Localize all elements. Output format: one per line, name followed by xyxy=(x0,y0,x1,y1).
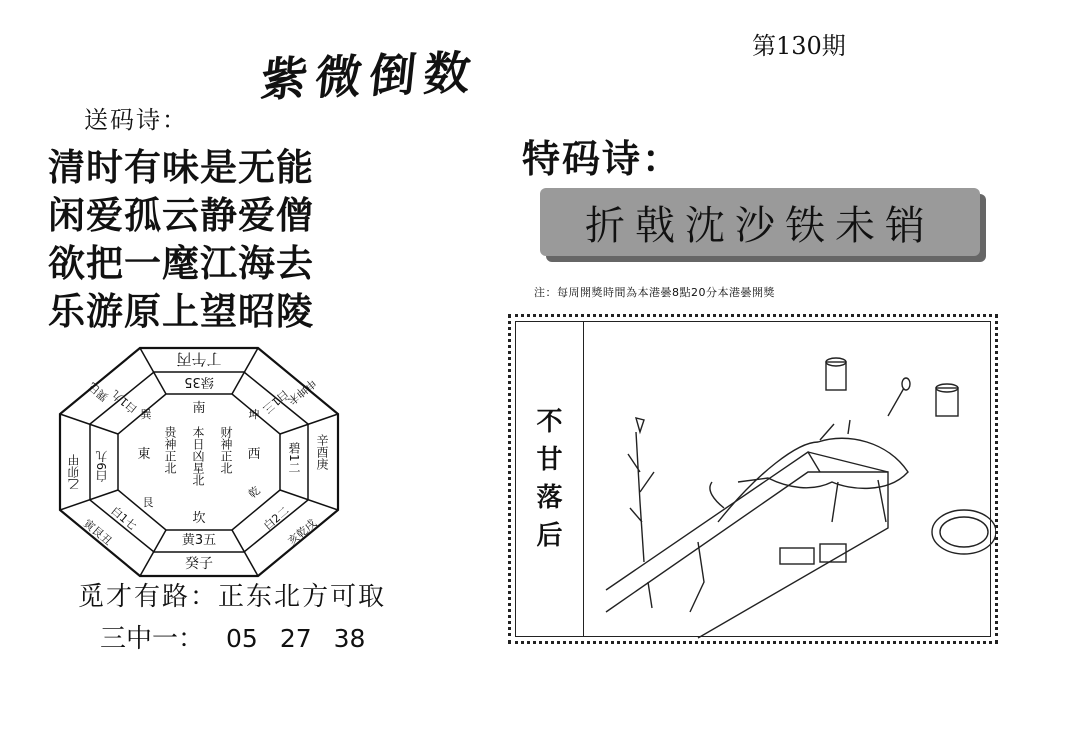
issue-number: 第130期 xyxy=(752,32,846,60)
caption-char: 落 xyxy=(536,483,563,513)
bagua-top: 丁午丙 xyxy=(176,350,222,368)
bagua-trigram-nw: 乾 xyxy=(245,483,263,501)
bagua-top-nums: 绿35 xyxy=(184,374,214,389)
page-title: 紫微倒数 xyxy=(258,45,481,107)
bagua-ll-nums: 白1七 xyxy=(108,504,139,533)
pick-number: 05 xyxy=(226,624,258,653)
bagua-chart xyxy=(58,346,340,578)
poem-line: 欲把一麾江海去 xyxy=(48,242,314,285)
caption-char: 甘 xyxy=(536,445,563,475)
bagua-trigram-se: 巽 xyxy=(140,408,152,421)
bagua-bottom-nums: 黄3五 xyxy=(181,533,217,548)
draw-time-note: 注：每周開獎時間為本港曇8點20分本港曇開獎 xyxy=(534,286,775,299)
bagua-ur-nums: 白1三 xyxy=(260,387,291,416)
bagua-south: 南 xyxy=(192,401,206,416)
bagua-ul-nums: 白1九 xyxy=(109,387,140,416)
bagua-bottom: 癸子 xyxy=(185,556,213,572)
bagua-ur-outer: 申坤未 xyxy=(284,376,319,408)
bagua-right-nums: 碧1二 xyxy=(287,442,301,474)
bagua-east: 東 xyxy=(137,447,151,462)
caption-char: 后 xyxy=(536,521,563,551)
bagua-trigram-ne: 艮 xyxy=(142,496,154,509)
boar-sketch xyxy=(588,322,996,642)
poem-line: 乐游原上望昭陵 xyxy=(48,290,314,333)
special-poem-label: 特码诗： xyxy=(522,137,683,181)
special-verse-box xyxy=(540,188,980,256)
bagua-right-outer: 辛酉庚 xyxy=(315,434,329,470)
bagua-ll-outer: 寅艮丑 xyxy=(80,516,115,548)
bagua-center-right: 财神正北 xyxy=(219,426,233,474)
bagua-west: 西 xyxy=(247,447,261,462)
bagua-north: 坎 xyxy=(192,511,206,526)
illustration-frame xyxy=(508,314,998,644)
special-verse: 折戟沈沙铁未销 xyxy=(585,202,935,249)
poem-label: 送码诗： xyxy=(84,106,188,134)
pick-number: 27 xyxy=(279,624,312,653)
bagua-lr-nums: 白2二 xyxy=(261,504,292,533)
caption-char: 不 xyxy=(536,407,563,437)
pick-number: 38 xyxy=(333,624,366,653)
poem-line: 闲爱孤云静爱僧 xyxy=(48,194,314,237)
illustration-caption xyxy=(516,322,584,636)
bagua-lr-outer: 亥乾戌 xyxy=(285,516,320,548)
bagua-ul-outer: 巽巳 xyxy=(85,379,111,404)
bagua-center-mid: 本日凶星北 xyxy=(191,426,205,486)
three-pick-one xyxy=(100,618,365,655)
bagua-trigram-sw: 坤 xyxy=(248,408,260,421)
poem-block xyxy=(48,144,314,336)
fortune-tip: 觅才有路：正东北方可取 xyxy=(78,582,387,612)
bagua-center-left: 贵神正北 xyxy=(163,426,177,474)
bagua-left-outer: 乙卯甲 xyxy=(67,454,81,490)
bagua-left-nums: 白9九 xyxy=(95,450,109,482)
three-pick-one-label: 三中一： xyxy=(100,624,205,654)
poem-line: 清时有味是无能 xyxy=(48,146,314,189)
